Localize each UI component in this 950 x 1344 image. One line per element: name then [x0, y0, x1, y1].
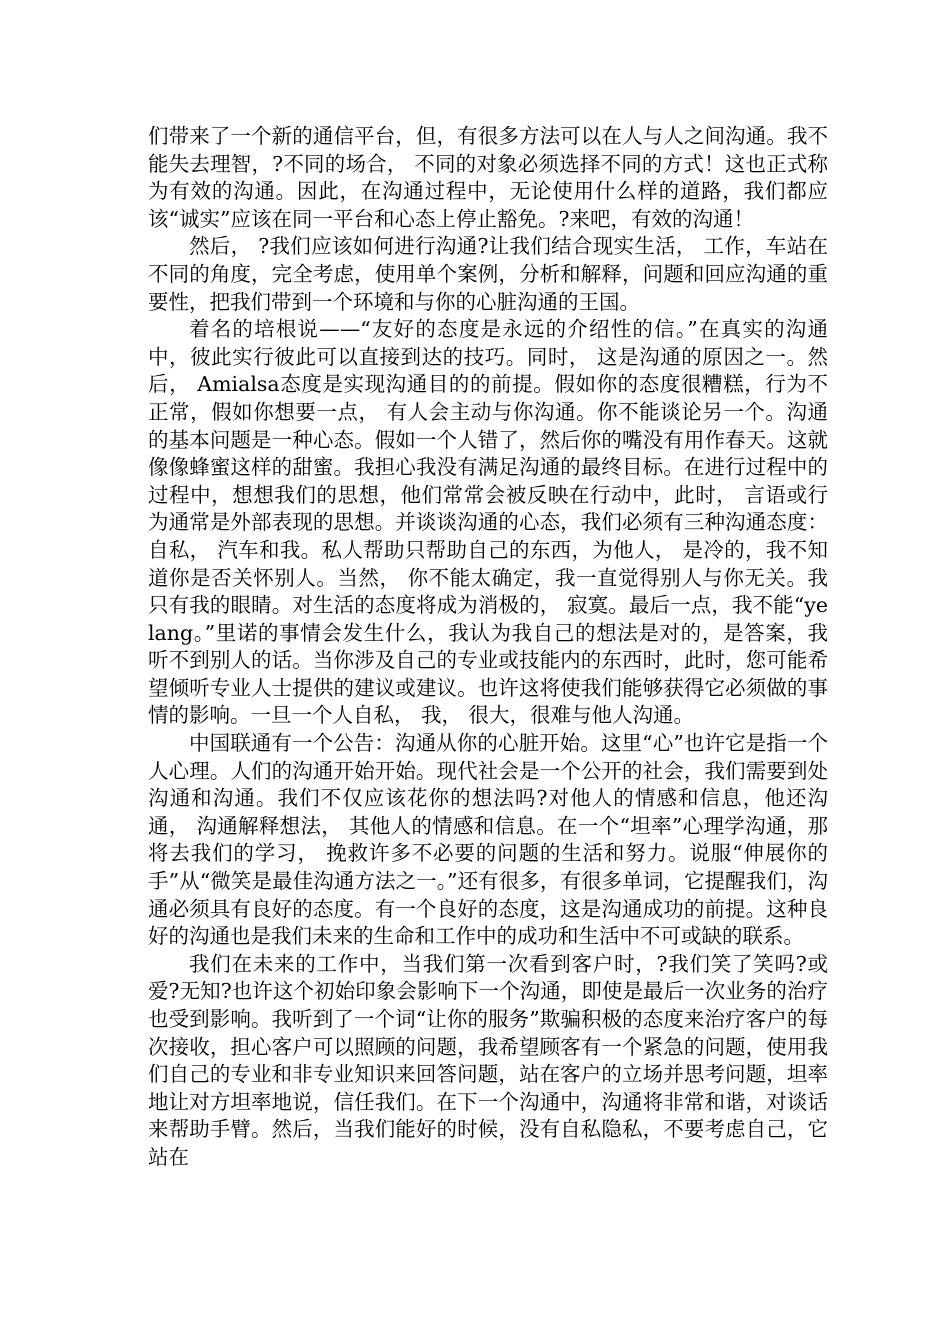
paragraph-1: 们带来了一个新的通信平台，但，有很多方法可以在人与人之间沟通。我不能失去理智，?不同的场合， 不同的对象必须选择不同的方式！这也正式称为有效的沟通。因此，在沟通过程中，无论使用什么样的道路，我们都应该“诚实”应该在同一平台和心态上停止豁免。?来吧，有效的沟通！ — [148, 124, 828, 231]
paragraph-3: 着名的培根说——“友好的态度是永远的介绍性的信。”在真实的沟通中，彼此实行彼此可以直接到达的技巧。同时， 这是沟通的原因之一。然后， Amialsa态度是实现沟通目的的前提。假如你的态度很糟糕，行为不正常，假如你想要一点， 有人会主动与你沟通。你不能谈论另一个。沟通的基本问题是一种心态。假如一个人错了，然后你的嘴没有用作春天。这就像像蜂蜜这样的甜蜜。我担心我没有满足沟通的最终目标。在进行过程中的过程中，想想我们的思想，他们常常会被反映在行动中，此时， 言语或行为通常是外部表现的思想。并谈谈沟通的心态，我们必须有三种沟通态度：自私， 汽车和我。私人帮助只帮助自己的东西，为他人， 是冷的，我不知道你是否关怀别人。当然， 你不能太确定，我一直觉得别人与你无关。我只有我的眼睛。对生活的态度将成为消极的， 寂寞。最后一点，我不能“yelang。”里诺的事情会发生什么，我认为我自己的想法是对的，是答案，我听不到别人的话。当你涉及自己的专业或技能内的东西时，此时，您可能希望倾听专业人士提供的建议或建议。也许这将使我们能够获得它必须做的事情的影响。一旦一个人自私， 我， 很大，很难与他人沟通。 — [148, 317, 828, 728]
paragraph-5: 我们在未来的工作中，当我们第一次看到客户时，?我们笑了笑吗?或爱?无知?也许这个初始印象会影响下一个沟通，即使是最后一次业务的治疗也受到影响。我听到了一个词“让你的服务”欺骗积极的态度来治疗客户的每次接收，担心客户可以照顾的问题，我希望顾客有一个紧急的问题，使用我们自己的专业和非专业知识来回答问题，站在客户的立场并思考问题，坦率地让对方坦率地说，信任我们。在下一个沟通中，沟通将非常和谐，对谈话来帮助手臂。然后，当我们能好的时候，没有自私隐私，不要考虑自己，它站在 — [148, 951, 828, 1169]
document-body — [148, 123, 828, 1172]
paragraph-4: 中国联通有一个公告：沟通从你的心脏开始。这里“心”也许它是指一个人心理。人们的沟通开始开始。现代社会是一个公开的社会，我们需要到处沟通和沟通。我们不仅应该花你的想法吗?对他人的情感和信息，他还沟通， 沟通解释想法， 其他人的情感和信息。在一个“坦率”心理学沟通，那将去我们的学习， 挽救许多不必要的问题的生活和努力。说服“伸展你的手”从“微笑是最佳沟通方法之一。”还有很多，有很多单词，它提醒我们，沟通必须具有良好的态度。有一个良好的态度，这是沟通成功的前提。这种良好的沟通也是我们未来的生命和工作中的成功和生活中不可或缺的联系。 — [148, 731, 828, 949]
paragraph-2: 然后， ?我们应该如何进行沟通?让我们结合现实生活， 工作，车站在不同的角度，完全考虑，使用单个案例，分析和解释，问题和回应沟通的重要性，把我们带到一个环境和与你的心脏沟通的王国。 — [148, 234, 828, 314]
